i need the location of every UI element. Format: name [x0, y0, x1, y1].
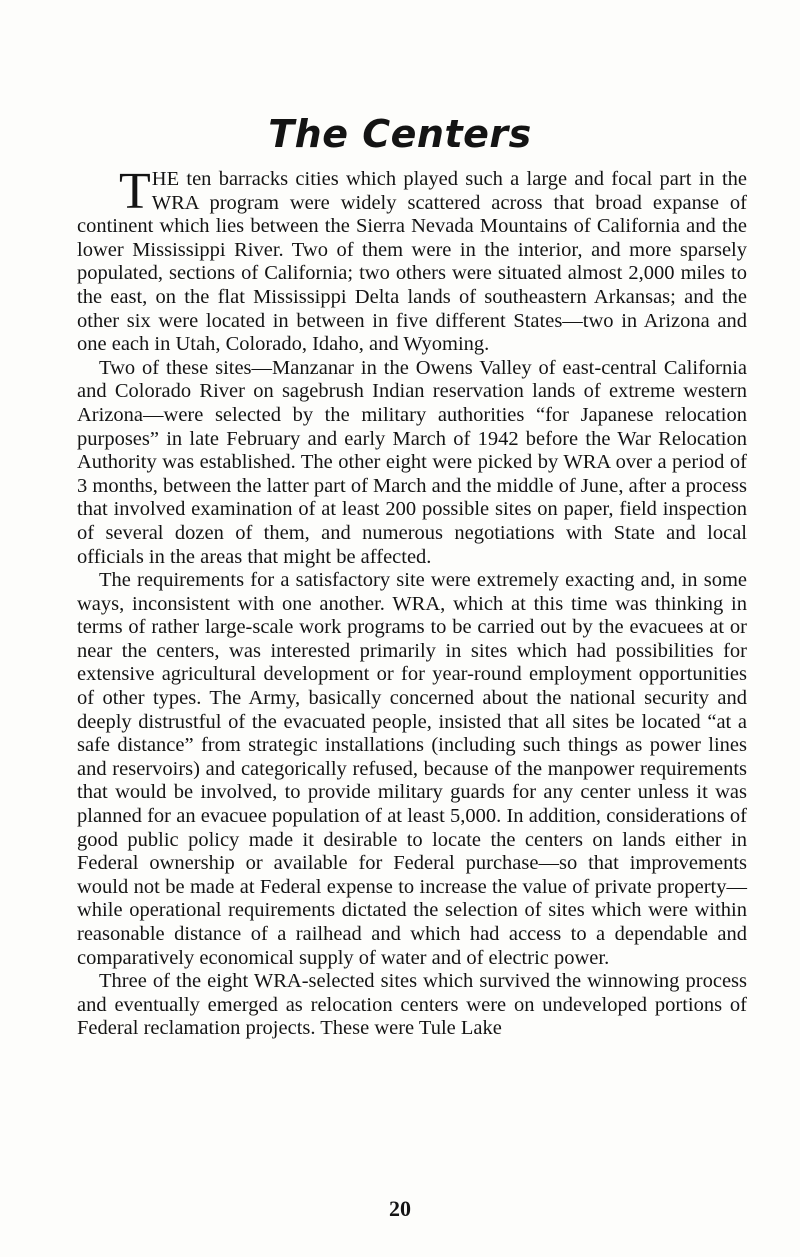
drop-cap: T [119, 163, 151, 220]
page-title: The Centers [268, 112, 532, 156]
paragraph-3 [77, 569, 747, 970]
paragraph-text: Three of the eight WRA-selected sites which survived the winnowing process and eventually emerged as relocation centers were on undeveloped portions of Federal reclamation projects. These were Tule Lake [77, 970, 747, 1040]
paragraph-text: HE ten barracks cities which played such a large and focal part in the WRA program were widely scattered across that broad expanse of continent which lies between the Sierra Nevada Mountains of California and the lower Mississippi River. Two of them were in the interior, and more sparsely populated, sections of California; two others were situated almost 2,000 miles to the east, on the flat Mississippi Delta lands of southeastern Arkansas; and the other six were located in between in five different States—two in Arizona and one each in Utah, Colorado, Idaho, and Wyoming. [77, 168, 747, 356]
paragraph-text: The requirements for a satisfactory site were extremely exacting and, in some ways, inconsistent with one another. WRA, which at this time was thinking in terms of rather large-scale work programs to be carried out by the evacuees at or near the centers, was interested primarily in sites which had possibilities for extensive agricultural development or for year-round employment opportunities of other types. The Army, basically concerned about the national security and deeply distrustful of the evacuated people, insisted that all sites be located “at a safe distance” from strategic installations (including such things as power lines and reservoirs) and categorically refused, because of the manpower requirements that would be involved, to provide military guards for any center unless it was planned for an evacuee population of at least 5,000. In addition, considerations of good public policy made it desirable to locate the centers on lands either in Federal ownership or available for Federal purchase—so that improvements would not be made at Federal expense to increase the value of private property—while operational requirements dictated the selection of sites which were within reasonable distance of a railhead and which had access to a dependable and comparatively economical supply of water and of electric power. [77, 569, 747, 969]
page-number: 20 [389, 1196, 411, 1221]
body-text [77, 163, 748, 1041]
paragraph-text: Two of these sites—Manzanar in the Owens Valley of east-central California and Colorado River on sagebrush Indian reservation lands of extreme western Arizona—were selected by the military authorities “for Japanese relocation purposes” in late February and early March of 1942 before the War Relocation Authority was established. The other eight were picked by WRA over a period of 3 months, between the latter part of March and the middle of June, after a process that involved examination of at least 200 possible sites on paper, field inspection of several dozen of them, and numerous negotiations with State and local officials in the areas that might be affected. [77, 356, 748, 568]
paragraph-1 [77, 163, 747, 357]
paragraph-4 [77, 970, 747, 1041]
paragraph-2 [77, 357, 747, 569]
